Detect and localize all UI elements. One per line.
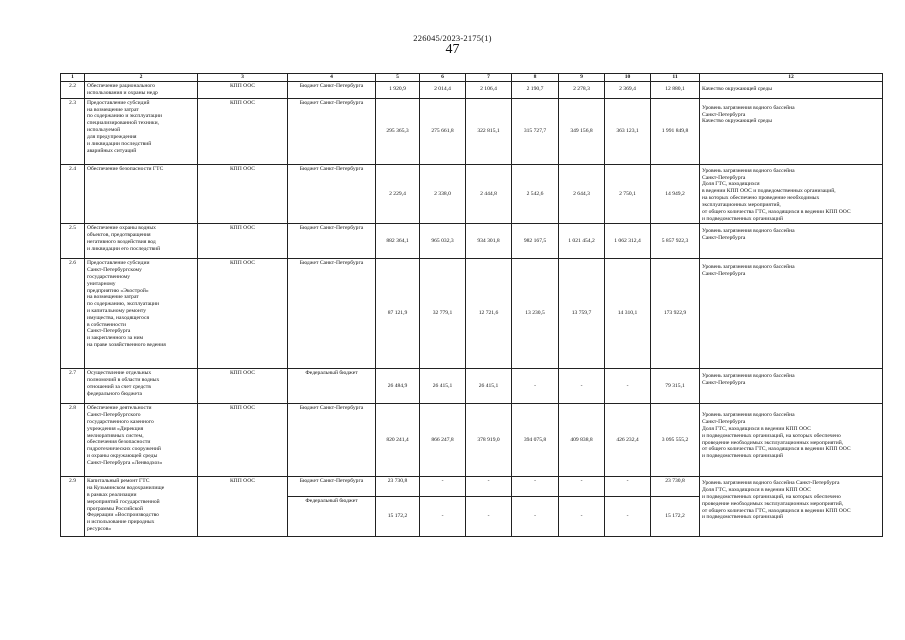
indicator-text: Уровень загрязнения водного бассейна Санкт-Петербурга Доля ГТС, находящихся в ведении КПП ООС и подведомственных организаций, на которых обеспечено проведение необходимых эксплуатационных мероприятий, от общего количества ГТС, находящихся в ведении КПП ООС и подведомственных организаций: [700, 164, 883, 224]
table-header-row: [61, 74, 883, 82]
value-cell: 2 229,4: [376, 164, 420, 224]
funding-source: Федеральный бюджет: [288, 369, 376, 404]
value-cell: 26 484,9: [376, 369, 420, 404]
value-cell: 1 920,9: [376, 81, 420, 98]
indicator-text: Уровень загрязнения водного бассейна Санкт-Петербурга: [700, 369, 883, 404]
total-cell: 14 949,2: [651, 164, 700, 224]
column-header: 1: [61, 74, 85, 82]
table-row: [61, 81, 883, 98]
column-header: 4: [288, 74, 376, 82]
executor: КПП ООС: [198, 81, 288, 98]
row-number: 2.9: [61, 477, 85, 537]
indicator-text: Уровень загрязнения водного бассейна Санкт-Петербурга Доля ГТС, находящихся в ведении КПП ООС и подведомственных организаций, на которых обеспечено проведение необходимых эксплуатационных мероприятий, от общего количества ГТС, находящихся в ведении КПП ООС и подведомственных организаций: [700, 477, 883, 537]
measure-name: Обеспечение безопасности ГТС: [85, 164, 198, 224]
value-cell: -: [512, 497, 559, 537]
value-cell: 295 365,3: [376, 98, 420, 164]
value-cell: 378 919,0: [466, 404, 512, 477]
table-row: [61, 164, 883, 224]
value-cell: -: [466, 477, 512, 497]
total-cell: 79 315,1: [651, 369, 700, 404]
value-cell: 2 338,0: [420, 164, 466, 224]
column-header: 2: [85, 74, 198, 82]
value-cell: 87 121,9: [376, 259, 420, 369]
measure-name: Обеспечение деятельности Санкт-Петербургского государственного казенного учреждения «Дирекция мелиоративных систем, обеспечения безопасности гидротехнических сооружений и охраны окружающей среды Санкт-Петербурга «Ленводхоз»: [85, 404, 198, 477]
column-header: 12: [700, 74, 883, 82]
value-cell: 426 232,4: [605, 404, 651, 477]
value-cell: 13 759,7: [559, 259, 605, 369]
table-row: [61, 259, 883, 369]
row-number: 2.8: [61, 404, 85, 477]
row-number: 2.2: [61, 81, 85, 98]
indicator-text: Уровень загрязнения водного бассейна Санкт-Петербурга: [700, 259, 883, 369]
value-cell: -: [559, 477, 605, 497]
column-header: 9: [559, 74, 605, 82]
executor: КПП ООС: [198, 369, 288, 404]
table-row: [61, 224, 883, 259]
value-cell: 2 106,4: [466, 81, 512, 98]
value-cell: 2 014,4: [420, 81, 466, 98]
funding-source: Бюджет Санкт-Петербурга: [288, 81, 376, 98]
document-id: 226045/2023-2175(1): [413, 33, 492, 43]
measure-name: Обеспечение охраны водных объектов, предотвращения негативного воздействия вод и ликвидации его последствий: [85, 224, 198, 259]
executor: КПП ООС: [198, 259, 288, 369]
row-number: 2.5: [61, 224, 85, 259]
value-cell: 12 721,6: [466, 259, 512, 369]
value-cell: 1 062 312,4: [605, 224, 651, 259]
measure-name: Капитальный ремонт ГТС на Кузьминском водохранилище в рамках реализации мероприятий государственной программы Российской Федерации «Воспроизводство и использование природных ресурсов»: [85, 477, 198, 537]
value-cell: 2 750,1: [605, 164, 651, 224]
total-cell: 173 922,9: [651, 259, 700, 369]
value-cell: -: [512, 369, 559, 404]
value-cell: 26 415,1: [466, 369, 512, 404]
total-cell: 15 172,2: [651, 497, 700, 537]
value-cell: 26 415,1: [420, 369, 466, 404]
total-cell: 5 857 922,3: [651, 224, 700, 259]
table-row: [61, 477, 883, 497]
column-header: 8: [512, 74, 559, 82]
total-cell: 12 880,1: [651, 81, 700, 98]
value-cell: -: [605, 369, 651, 404]
executor: КПП ООС: [198, 224, 288, 259]
value-cell: 965 032,3: [420, 224, 466, 259]
funding-source: Бюджет Санкт-Петербурга: [288, 477, 376, 497]
page-number: 47: [445, 42, 460, 57]
value-cell: 2 444,8: [466, 164, 512, 224]
value-cell: -: [420, 497, 466, 537]
total-cell: 3 095 555,2: [651, 404, 700, 477]
value-cell: 2 278,3: [559, 81, 605, 98]
indicator-text: Качество окружающей среды: [700, 81, 883, 98]
value-cell: 15 172,2: [376, 497, 420, 537]
row-number: 2.4: [61, 164, 85, 224]
measure-name: Предоставление субсидий на возмещение затрат по содержанию и эксплуатации специализированной техники, используемой для предупреждения и ликвидации последствий аварийных ситуаций: [85, 98, 198, 164]
funding-source: Федеральный бюджет: [288, 497, 376, 537]
funding-source: Бюджет Санкт-Петербурга: [288, 98, 376, 164]
value-cell: 1 021 454,2: [559, 224, 605, 259]
value-cell: 32 779,1: [420, 259, 466, 369]
value-cell: 363 123,1: [605, 98, 651, 164]
indicator-text: Уровень загрязнения водного бассейна Санкт-Петербурга Доля ГТС, находящихся в ведении КПП ООС и подведомственных организаций, на которых обеспечено проведение необходимых эксплуатационных мероприятий, от общего количества ГТС, находящихся в ведении КПП ООС и подведомственных организаций: [700, 404, 883, 477]
value-cell: 982 167,5: [512, 224, 559, 259]
funding-source: Бюджет Санкт-Петербурга: [288, 224, 376, 259]
value-cell: 934 301,8: [466, 224, 512, 259]
value-cell: 13 230,5: [512, 259, 559, 369]
value-cell: -: [512, 477, 559, 497]
value-cell: 2 542,6: [512, 164, 559, 224]
value-cell: -: [466, 497, 512, 537]
total-cell: 23 730,8: [651, 477, 700, 497]
value-cell: 275 661,8: [420, 98, 466, 164]
value-cell: -: [605, 497, 651, 537]
table-row: [61, 98, 883, 164]
row-number: 2.7: [61, 369, 85, 404]
table-row: [61, 369, 883, 404]
executor: КПП ООС: [198, 98, 288, 164]
column-header: 6: [420, 74, 466, 82]
value-cell: 14 310,1: [605, 259, 651, 369]
value-cell: -: [559, 497, 605, 537]
value-cell: 315 727,7: [512, 98, 559, 164]
executor: КПП ООС: [198, 164, 288, 224]
value-cell: -: [605, 477, 651, 497]
value-cell: 866 247,8: [420, 404, 466, 477]
column-header: 11: [651, 74, 700, 82]
value-cell: -: [559, 369, 605, 404]
column-header: 7: [466, 74, 512, 82]
value-cell: 820 241,4: [376, 404, 420, 477]
value-cell: 322 815,1: [466, 98, 512, 164]
value-cell: 882 364,1: [376, 224, 420, 259]
value-cell: 2 190,7: [512, 81, 559, 98]
table-row: [61, 404, 883, 477]
column-header: 10: [605, 74, 651, 82]
value-cell: 23 730,8: [376, 477, 420, 497]
column-header: 5: [376, 74, 420, 82]
funding-source: Бюджет Санкт-Петербурга: [288, 404, 376, 477]
executor: КПП ООС: [198, 404, 288, 477]
measure-name: Осуществление отдельных полномочий в области водных отношений за счет средств федерального бюджета: [85, 369, 198, 404]
measure-name: Обеспечение рационального использования и охраны недр: [85, 81, 198, 98]
column-header: 3: [198, 74, 288, 82]
value-cell: 2 644,3: [559, 164, 605, 224]
value-cell: 394 075,8: [512, 404, 559, 477]
value-cell: 2 369,4: [605, 81, 651, 98]
total-cell: 1 991 849,8: [651, 98, 700, 164]
row-number: 2.3: [61, 98, 85, 164]
row-number: 2.6: [61, 259, 85, 369]
indicator-text: Уровень загрязнения водного бассейна Санкт-Петербурга Качество окружающей среды: [700, 98, 883, 164]
measure-name: Предоставление субсидии Санкт-Петербургскому государственному унитарному предприятию «Экострой» на возмещение затрат по содержанию, эксплуатации и капитальному ремонту имущества, находящегося в собственности Санкт-Петербурга и закрепленного за ним на праве хозяйственного ведения: [85, 259, 198, 369]
indicator-text: Уровень загрязнения водного бассейна Санкт-Петербурга: [700, 224, 883, 259]
program-table: [60, 73, 883, 537]
funding-source: Бюджет Санкт-Петербурга: [288, 164, 376, 224]
funding-source: Бюджет Санкт-Петербурга: [288, 259, 376, 369]
executor: КПП ООС: [198, 477, 288, 537]
value-cell: 409 838,8: [559, 404, 605, 477]
value-cell: 349 156,8: [559, 98, 605, 164]
value-cell: -: [420, 477, 466, 497]
